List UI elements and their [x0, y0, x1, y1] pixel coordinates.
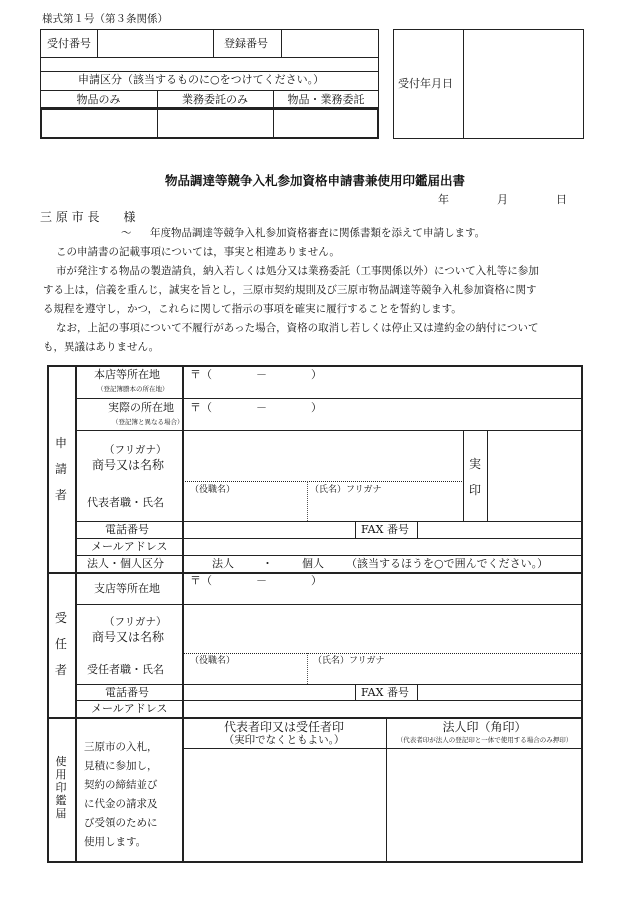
document-title: 物品調達等競争入札参加資格申請書兼使用印鑑届出書	[164, 173, 465, 188]
category-label: 申請区分（該当するものに○をつけてください。）	[78, 73, 325, 86]
category-goods-only-cell[interactable]	[42, 110, 156, 137]
hq-postal-code: 〒（ － ）	[190, 368, 322, 381]
delegate-phone-field[interactable]	[183, 685, 354, 699]
applicant-name-field[interactable]	[183, 431, 462, 480]
corporate-seal-area[interactable]	[388, 749, 582, 861]
registration-number-label: 登録番号	[224, 37, 268, 50]
rep-seal-title: 代表者印又は受任者印	[223, 720, 344, 734]
registered-seal-area[interactable]	[488, 431, 582, 520]
delegate-fax-label: FAX 番号	[361, 686, 409, 699]
entity-type-note: （該当するほうを○で囲んでください。）	[346, 557, 549, 570]
paragraph-4-line-2: も，異議はありません。	[43, 341, 160, 353]
receipt-date-field[interactable]	[464, 30, 583, 138]
delegate-phone-label: 電話番号	[105, 686, 149, 699]
applicant-furigana-label: （フリガナ）	[104, 444, 167, 456]
branch-postal-code: 〒（ － ）	[190, 574, 322, 587]
entity-type-label: 法人・個人区分	[87, 557, 164, 570]
applicant-fax-label: FAX 番号	[361, 523, 409, 536]
rep-seal-area[interactable]	[183, 749, 385, 861]
hq-address-field[interactable]	[183, 383, 582, 397]
actual-postal-code: 〒（ － ）	[190, 401, 322, 414]
date-year: 年	[438, 193, 449, 206]
representative-label: 代表者職・氏名	[87, 496, 164, 509]
p1-marker: ～	[121, 227, 132, 239]
category-goods-and-service: 物品・業務委託	[287, 93, 365, 106]
entity-type-corporation[interactable]: 法人	[212, 557, 234, 570]
delegate-fax-field[interactable]	[418, 685, 582, 699]
applicant-name-label: 商号又は名称	[92, 458, 165, 472]
entity-type-separator: ・	[262, 557, 273, 570]
rep-seal-note: （実印でなくともよい。）	[223, 734, 345, 746]
representative-title-field[interactable]	[183, 482, 306, 520]
delegate-email-label: メールアドレス	[91, 702, 168, 715]
paragraph-3-line-1: 市が発注する物品の製造請負，納入若しくは処分又は業務委託（工事関係以外）について入札等に参加	[56, 265, 539, 277]
representative-name-field[interactable]	[308, 482, 462, 520]
corporate-seal-title: 法人印（角印）	[442, 720, 527, 734]
category-service-only-cell[interactable]	[159, 110, 272, 137]
hq-address-note: （登記簿謄本の所在地）	[97, 385, 169, 393]
representative-title-hint: （役職名）	[190, 485, 236, 495]
paragraph-3-line-3: る規程を遵守し，かつ，これらに関して指示の事項を確実に履行することを誓約します。	[43, 303, 462, 315]
delegate-name-hint: （氏名）フリガナ	[313, 656, 385, 666]
receipt-number-field[interactable]	[98, 30, 212, 56]
branch-address-field[interactable]	[183, 589, 582, 603]
applicant-phone-label: 電話番号	[105, 523, 149, 536]
registration-number-field[interactable]	[282, 30, 378, 56]
date-month: 月	[497, 193, 508, 206]
delegate-section-label: 受 任 者	[54, 611, 67, 677]
delegate-label: 受任者職・氏名	[87, 663, 164, 676]
delegate-person-field[interactable]	[308, 654, 582, 683]
delegate-title-field[interactable]	[183, 654, 306, 683]
hq-address-label: 本店等所在地	[94, 368, 160, 381]
entity-type-individual[interactable]: 個人	[302, 557, 324, 570]
seal-usage-description: 三原市の入札， 見積に参加し， 契約の締結並び に代金の請求及 び受領のために 使用します。	[84, 741, 158, 848]
actual-address-note: （登記簿と異なる場合）	[112, 418, 184, 426]
paragraph-4-line-1: なお，上記の事項について不履行があった場合，資格の取消し若しくは停止又は違約金の納付について	[56, 322, 539, 334]
delegate-furigana-label: （フリガナ）	[104, 616, 167, 628]
date-day: 日	[556, 193, 567, 206]
seal-section-label: 使 用 印 鑑 届	[55, 755, 67, 820]
applicant-email-field[interactable]	[183, 539, 582, 554]
applicant-email-label: メールアドレス	[91, 540, 168, 553]
category-both-cell[interactable]	[275, 110, 377, 137]
registered-seal-label: 実 印	[468, 457, 481, 497]
delegate-name-label: 商号又は名称	[92, 630, 165, 644]
actual-address-label: 実際の所在地	[108, 401, 174, 414]
paragraph-1: 年度物品調達等競争入札参加資格審査に関係書類を添えて申請します。	[150, 227, 486, 239]
applicant-section-label: 申 請 者	[54, 436, 67, 502]
addressee: 三 原 市 長 様	[40, 210, 136, 224]
delegate-title-hint: （役職名）	[190, 656, 236, 666]
receipt-date-label: 受付年月日	[398, 77, 453, 90]
actual-address-field[interactable]	[183, 415, 582, 429]
paragraph-3-line-2: する上は，信義を重んじ，誠実を旨とし，三原市契約規則及び三原市物品調達等競争入札参加資格に関す	[43, 284, 537, 296]
applicant-phone-field[interactable]	[183, 522, 354, 537]
representative-name-hint: （氏名）フリガナ	[310, 485, 382, 495]
paragraph-2: この申請書の記載事項については，事実と相違ありません。	[56, 246, 340, 258]
corporate-seal-note: （代表者印が法人の登記印と一体で使用する場合のみ押印）	[396, 736, 573, 744]
category-service-only: 業務委託のみ	[182, 93, 248, 106]
receipt-number-label: 受付番号	[47, 37, 91, 50]
branch-address-label: 支店等所在地	[94, 582, 160, 595]
form-number: 様式第１号（第３条関係）	[42, 13, 168, 25]
applicant-fax-field[interactable]	[418, 522, 582, 537]
delegate-name-field[interactable]	[183, 605, 582, 652]
category-goods-only: 物品のみ	[76, 93, 121, 106]
delegate-email-field[interactable]	[183, 701, 582, 716]
